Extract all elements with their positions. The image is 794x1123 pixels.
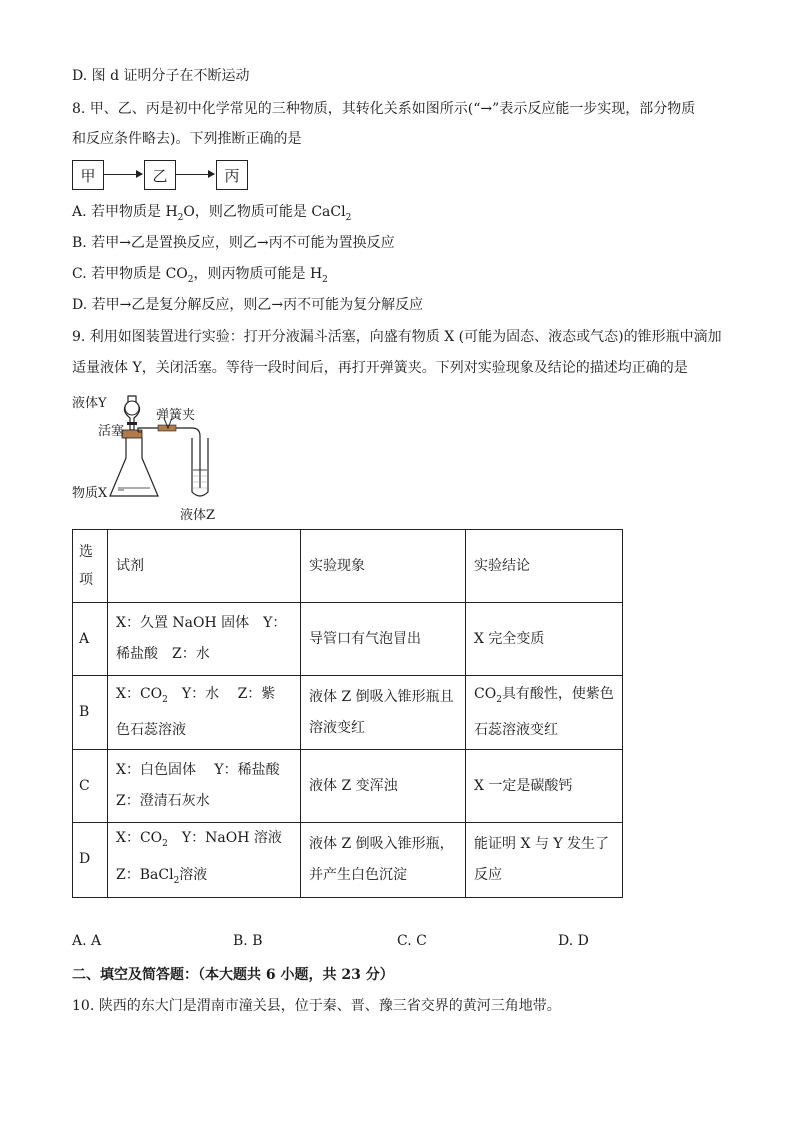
row-reagent <box>108 823 301 898</box>
cell-line: 能证明 X 与 Y 发生了 <box>474 835 610 852</box>
flow-box-jia: 甲 <box>72 160 104 190</box>
cell-line: 石蕊溶液变红 <box>474 722 558 739</box>
cell-line: X 一定是碳酸钙 <box>474 777 573 794</box>
row-phenomenon <box>301 823 466 898</box>
row-conclusion <box>466 603 623 676</box>
header-option: 选项 <box>73 530 108 603</box>
label-liquid-z: 液体Z <box>180 508 216 523</box>
row-phenomenon <box>301 676 466 750</box>
label-substance-x: 物质X <box>72 486 108 501</box>
cell-line: 溶液变红 <box>309 719 365 736</box>
cell-line: X：久置 NaOH 固体 Y： <box>116 615 287 631</box>
row-option: D <box>73 823 108 898</box>
table-header-row <box>73 530 623 603</box>
flow-box-bing: 丙 <box>216 160 248 190</box>
cell-line: 稀盐酸 Z：水 <box>116 646 210 662</box>
cell-line: 液体 Z 倒吸入锥形瓶且 <box>309 688 454 705</box>
cell-line: 液体 Z 变浑浊 <box>309 777 398 794</box>
cell-line: X：$CO_2$ Y：NaOH 溶液 <box>116 830 282 849</box>
flow-arrow-2 <box>176 174 214 175</box>
row-reagent <box>108 750 301 823</box>
q9-stem-line1: 9. 利用如图装置进行实验：打开分液漏斗活塞，向盛有物质 X (可能为固态、液态或气态)的锥形瓶中滴加 <box>72 329 722 345</box>
row-option: C <box>73 750 108 823</box>
cell-line: 并产生白色沉淀 <box>309 866 407 883</box>
flow-box-yi: 乙 <box>144 160 176 190</box>
row-reagent <box>108 603 301 676</box>
cell-line: 反应 <box>474 866 502 883</box>
label-liquid-y: 液体Y <box>72 396 107 411</box>
q9-options-table <box>72 529 623 898</box>
cell-line: X：白色固体 Y：稀盐酸 <box>116 762 280 778</box>
answer-choice-d: D. D <box>558 933 589 949</box>
table-row <box>73 750 623 823</box>
q8-option-a: A. 若甲物质是 $H_2O$，则乙物质可能是 CaCl$_2$ <box>72 204 352 223</box>
cell-line: 液体 Z 倒吸入锥形瓶， <box>309 835 454 852</box>
experiment-apparatus <box>72 388 242 523</box>
row-phenomenon <box>301 603 466 676</box>
label-stopcock: 活塞 <box>98 424 125 439</box>
q8-flow-diagram <box>72 160 252 192</box>
header-reagent: 试剂 <box>108 530 301 603</box>
q8-option-b: B. 若甲→乙是置换反应，则乙→丙不可能为置换反应 <box>72 235 395 251</box>
table-row <box>73 676 623 750</box>
label-spring-clip: 弹簧夹 <box>156 408 196 423</box>
answer-choice-c: C. C <box>397 933 427 949</box>
row-conclusion <box>466 823 623 898</box>
q8-option-d: D. 若甲→乙是复分解反应，则乙→丙不可能为复分解反应 <box>72 297 424 313</box>
cell-line: 色石蕊溶液 <box>116 722 186 739</box>
q9-stem-line2: 适量液体 Y，关闭活塞。等待一段时间后，再打开弹簧夹。下列对实验现象及结论的描述均正确的是 <box>72 360 688 376</box>
table-row <box>73 603 623 676</box>
header-conclusion: 实验结论 <box>466 530 623 603</box>
q10-stem: 10. 陕西的东大门是渭南市潼关县，位于秦、晋、豫三省交界的黄河三角地带。 <box>72 998 561 1014</box>
row-conclusion <box>466 676 623 750</box>
option-d-prev: D. 图 d 证明分子在不断运动 <box>72 68 250 84</box>
row-option: A <box>73 603 108 676</box>
cell-line: $CO_2$具有酸性，使紫色 <box>474 685 614 705</box>
row-conclusion <box>466 750 623 823</box>
table-row <box>73 823 623 898</box>
q8-option-c: C. 若甲物质是 $CO_2$，则丙物质可能是 $H_2$ <box>72 266 328 285</box>
cell-line: X：$CO_2$ Y：水 Z：紫 <box>116 685 276 705</box>
q8-stem-line2: 和反应条件略去)。下列推断正确的是 <box>72 131 302 147</box>
cell-line: Z：BaCl$_2$溶液 <box>116 866 208 886</box>
row-option: B <box>73 676 108 750</box>
q8-stem-line1: 8. 甲、乙、丙是初中化学常见的三种物质，其转化关系如图所示(“→”表示反应能一步实现，部分物质 <box>72 101 696 117</box>
cell-line: 导管口有气泡冒出 <box>309 630 421 647</box>
cell-line: X 完全变质 <box>474 630 545 647</box>
row-phenomenon <box>301 750 466 823</box>
header-phenomenon: 实验现象 <box>301 530 466 603</box>
answer-choice-a: A. A <box>72 933 102 949</box>
section-2-heading: 二、填空及简答题：（本大题共 6 小题，共 23 分） <box>72 967 394 983</box>
cell-line: Z：澄清石灰水 <box>116 793 210 809</box>
flow-arrow-1 <box>104 174 142 175</box>
answer-choice-b: B. B <box>233 933 263 949</box>
row-reagent <box>108 676 301 750</box>
